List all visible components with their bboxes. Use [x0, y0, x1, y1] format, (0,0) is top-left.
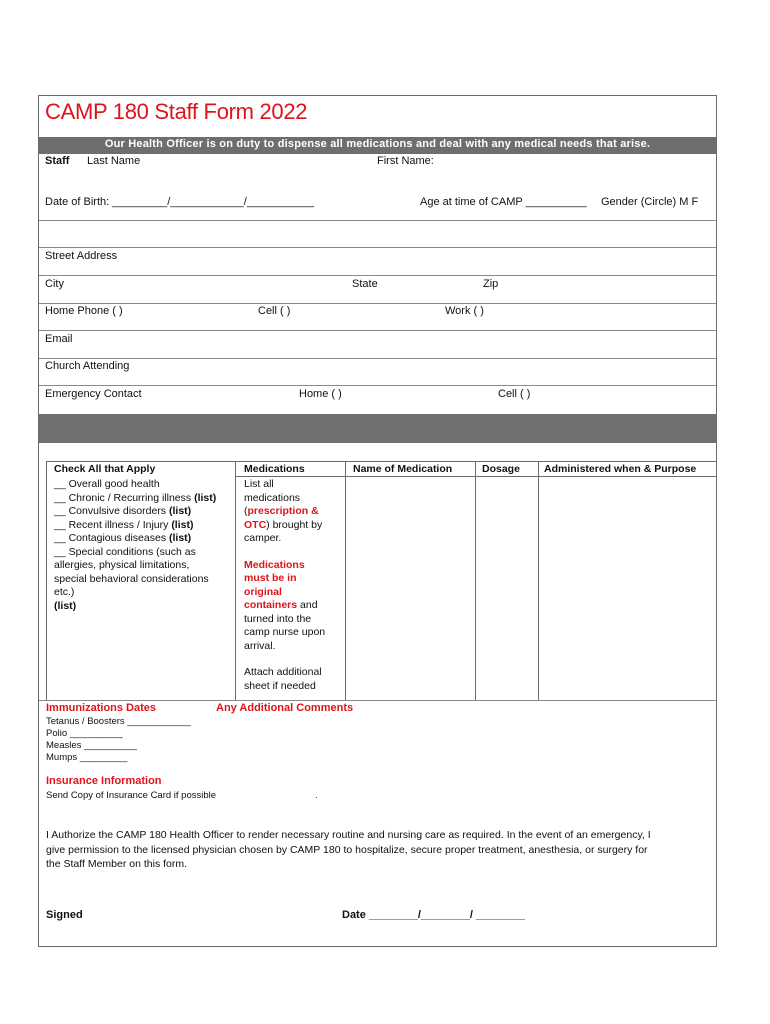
- header-dosage: Dosage: [482, 463, 520, 475]
- state-field[interactable]: State: [352, 278, 378, 290]
- checklist-line: etc.): [54, 586, 75, 598]
- work-phone-field[interactable]: Work ( ): [445, 305, 484, 317]
- check-overall-health[interactable]: __ Overall good health: [54, 478, 160, 490]
- divider: [39, 385, 716, 386]
- banner-text: Our Health Officer is on duty to dispense all medications and deal with any medical needs that arise.: [104, 138, 651, 150]
- insurance-dot: .: [315, 790, 318, 801]
- emergency-contact-field[interactable]: Emergency Contact: [45, 388, 142, 400]
- immunization-polio[interactable]: Polio __________: [46, 728, 123, 739]
- church-field[interactable]: Church Attending: [45, 360, 130, 372]
- checklist: [54, 478, 216, 613]
- last-name-field[interactable]: Last Name: [87, 155, 141, 167]
- check-contagious[interactable]: __ Contagious diseases (list): [54, 532, 192, 544]
- form-title: CAMP 180 Staff Form 2022: [45, 99, 308, 124]
- list-tag: (list): [54, 599, 77, 612]
- header-check-all: Check All that Apply: [54, 463, 156, 475]
- home-phone-field[interactable]: Home Phone ( ): [45, 305, 123, 317]
- emergency-home-field[interactable]: Home ( ): [299, 388, 342, 400]
- dob-field[interactable]: Date of Birth: _________/____________/___________: [45, 196, 315, 208]
- signed-label[interactable]: Signed: [46, 909, 83, 921]
- checklist-line: special behavioral considerations: [54, 572, 209, 585]
- age-field[interactable]: Age at time of CAMP __________: [420, 196, 587, 208]
- check-recent-illness[interactable]: __ Recent illness / Injury (list): [54, 518, 194, 531]
- medical-table: [46, 461, 717, 701]
- check-chronic-illness[interactable]: __ Chronic / Recurring illness (list): [54, 491, 217, 504]
- zip-field[interactable]: Zip: [483, 278, 499, 290]
- header-medication-name: Name of Medication: [353, 463, 453, 475]
- medications-instructions: List all medications (prescription & OTC) brought by camper. Medications must be in original containers and turned into the camp nurse upon arrival. Attach additional sheet if needed: [244, 478, 326, 692]
- gender-field[interactable]: Gender (Circle) M F: [601, 196, 699, 208]
- checklist-line: allergies, physical limitations,: [54, 559, 190, 571]
- street-address-field[interactable]: Street Address: [45, 250, 118, 262]
- authorization-text: I Authorize the CAMP 180 Health Officer to render necessary routine and nursing care as required. In the event of an emergency, I give permission to the licensed physician chosen by CAMP 180 to hospitalize, secure proper treatment, anesthesia, or surgery for the Staff Member on this form.: [46, 829, 651, 870]
- insurance-heading: Insurance Information: [46, 775, 162, 787]
- immunizations-heading: Immunizations Dates: [46, 702, 157, 714]
- immunization-measles[interactable]: Measles __________: [46, 740, 137, 751]
- section-band: [39, 414, 716, 443]
- check-special-conditions[interactable]: __ Special conditions (such as: [54, 545, 196, 558]
- divider: [39, 275, 716, 276]
- divider: [39, 303, 716, 304]
- cell-phone-field[interactable]: Cell ( ): [258, 305, 291, 317]
- insurance-note: Send Copy of Insurance Card if possible: [46, 790, 217, 801]
- comments-heading: Any Additional Comments: [216, 702, 354, 714]
- email-field[interactable]: Email: [45, 333, 73, 345]
- immunization-tetanus[interactable]: Tetanus / Boosters ____________: [46, 716, 191, 727]
- divider: [39, 700, 716, 701]
- health-officer-banner: [39, 137, 716, 154]
- divider: [39, 358, 716, 359]
- city-field[interactable]: City: [45, 278, 64, 290]
- emergency-cell-field[interactable]: Cell ( ): [498, 388, 531, 400]
- staff-form: [38, 95, 717, 947]
- divider: [39, 220, 716, 221]
- header-administered: Administered when & Purpose: [544, 463, 697, 475]
- date-field[interactable]: Date ________/________/ ________: [342, 909, 525, 921]
- staff-label: Staff: [45, 155, 70, 167]
- header-medications: Medications: [244, 463, 305, 475]
- check-convulsive[interactable]: __ Convulsive disorders (list): [54, 505, 192, 517]
- divider: [39, 247, 716, 248]
- immunization-mumps[interactable]: Mumps _________: [46, 752, 128, 763]
- divider: [39, 330, 716, 331]
- first-name-field[interactable]: First Name:: [377, 155, 434, 167]
